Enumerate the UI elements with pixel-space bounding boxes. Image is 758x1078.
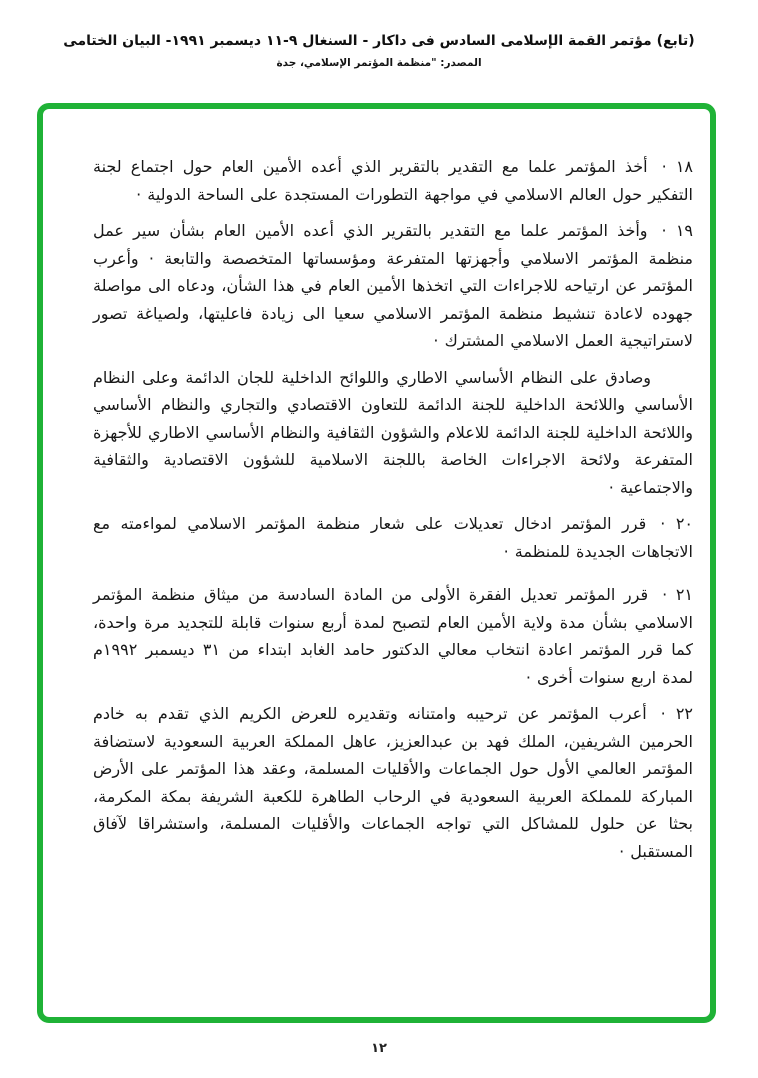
page-number: ١٢: [371, 1041, 387, 1056]
paragraph-text: وأخذ المؤتمر علما مع التقدير بالتقرير الذي أعده الأمين العام بشأن سير عمل منظمة المؤتمر الاسلامي وأجهزتها المتفرعة ومؤسساتها المتخصصة والتابعة · وأعرب المؤتمر عن ارتياحه للاجراءات التي اتخذها الأمين العام في هذا الشأن، ودعاه الى مواصلة جهوده لاعادة تنشيط منظمة المؤتمر الاسلامي سعيا الى زيادة فاعليتها، ولصياغة تصور لاستراتيجية العمل الاسلامي المشترك ·: [93, 221, 693, 350]
content-frame: [37, 103, 716, 1023]
header-title: (تابع) مؤتمر القمة الإسلامى السادس فى داكار - السنغال ٩-١١ ديسمبر ١٩٩١- البيان الختامى: [63, 33, 695, 49]
paragraph-number: ١٩ ·: [661, 221, 694, 240]
paragraph-text: قرر المؤتمر تعديل الفقرة الأولى من المادة السادسة من ميثاق منظمة المؤتمر الاسلامي بشأن مدة ولاية الأمين العام لتصبح لمدة أربع سنوات قابلة للتجديد مرة واحدة، كما قرر المؤتمر اعادة انتخاب معالي الدكتور حامد الغابد ابتداء من ٣١ ديسمبر ١٩٩٢م لمدة اربع سنوات أخرى ·: [93, 585, 693, 687]
header-source: المصدر: "منظمة المؤتمر الإسلامي، جدة: [276, 57, 482, 69]
paragraph-20: [93, 510, 693, 565]
paragraph-number: ٢١ ·: [662, 585, 693, 604]
paragraph-text: وصادق على النظام الأساسي الاطاري واللوائح الداخلية للجان الدائمة وعلى النظام الأساسي واللائحة الداخلية للجنة الدائمة للتعاون الاقتصادي والتجاري والنظام الأساسي واللائحة الداخلية للجنة الدائمة للاعلام والشؤون الثقافية والنظام الأساسي الاطاري للأجهزة المتفرعة ولائحة الاجراءات الخاصة باللجنة الاسلامية للشؤون الاقتصادية والثقافية والاجتماعية ·: [93, 367, 693, 497]
paragraph-text: قرر المؤتمر ادخال تعديلات على شعار منظمة المؤتمر الاسلامي لمواءمته مع الاتجاهات الجديدة للمنظمة ·: [93, 514, 693, 561]
paragraph-number: ٢٢ ·: [660, 704, 693, 723]
paragraph-number: ٢٠ ·: [660, 514, 694, 533]
paragraph-22: [93, 700, 693, 865]
document-header: [0, 33, 758, 69]
paragraph-text: أعرب المؤتمر عن ترحيبه وامتنانه وتقديره للعرض الكريم الذي تقدم به خادم الحرمين الشريفين، الملك فهد بن عبدالعزيز، عاهل المملكة العربية السعودية لاستضافة المؤتمر العالمي الأول حول الجماعات والأقليات المسلمة، وعقد هذا المؤتمر على الأرض المباركة للمملكة العربية السعودية في الرحاب الطاهرة للكعبة الشريفة بمكة المكرمة، بحثا عن حلول للمشاكل التي تواجه الجماعات والأقليات المسلمة، واستشراقا لآفاق المستقبل ·: [93, 704, 693, 861]
paragraph-18: [93, 153, 693, 208]
document-body: [93, 153, 693, 874]
paragraph-number: ١٨ ·: [661, 157, 694, 176]
paragraph-21: [93, 581, 693, 691]
paragraph-unnumbered: [93, 364, 693, 502]
paragraph-text: أخذ المؤتمر علما مع التقدير بالتقرير الذي أعده الأمين العام حول اجتماع لجنة التفكير حول العالم الاسلامي في مواجهة التطورات المستجدة على الساحة الدولية ·: [93, 157, 693, 204]
paragraph-19: [93, 217, 693, 355]
